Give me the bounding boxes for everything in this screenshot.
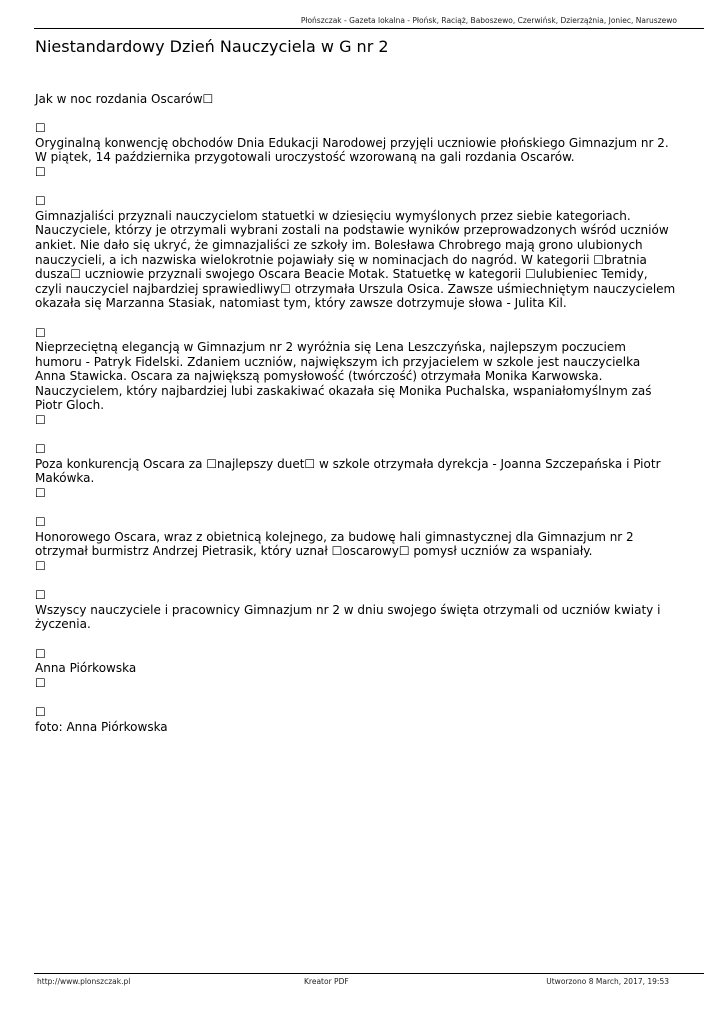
missing-glyph-box: ☐ bbox=[35, 646, 46, 661]
footer-generator: Kreator PDF bbox=[304, 977, 349, 986]
paragraph-line: Jak w noc rozdania Oscarów☐ bbox=[35, 92, 214, 106]
missing-glyph-box: ☐ bbox=[35, 515, 46, 530]
footer-url-link[interactable]: http://www.plonszczak.pl bbox=[37, 977, 131, 986]
missing-glyph-box: ☐ bbox=[35, 121, 46, 136]
article-body bbox=[35, 92, 700, 749]
article-paragraph bbox=[35, 588, 700, 632]
article-paragraph bbox=[35, 515, 700, 573]
missing-glyph-box: ☐ bbox=[35, 588, 46, 603]
missing-glyph-box: ☐ bbox=[35, 704, 46, 719]
paragraph-line: Oryginalną konwencję obchodów Dnia Edukacji Narodowej przyjęli uczniowie płońskiego Gimnazjum nr 2. bbox=[35, 135, 669, 150]
footer-created-date: Utworzono 8 March, 2017, 19:53 bbox=[546, 977, 669, 986]
paragraph-line: nauczycieli, a ich nazwiska wielokrotnie pojawiały się w nominacjach do nagród. W kategorii ☐bratnia bbox=[35, 252, 647, 267]
article-paragraph bbox=[35, 326, 700, 428]
missing-glyph-box: ☐ bbox=[35, 486, 46, 501]
paragraph-line: Piotr Gloch. bbox=[35, 398, 105, 413]
paragraph-line: życzenia. bbox=[35, 617, 91, 632]
paragraph-line: Nauczyciele, którzy je otrzymali wybrani zostali na podstawie wyników przeprowadzonych wśród uczniów bbox=[35, 223, 669, 238]
missing-glyph-box: ☐ bbox=[35, 164, 46, 179]
paragraph-line: W piątek, 14 października przygotowali uroczystość wzorowaną na gali rozdania Oscarów. bbox=[35, 150, 575, 165]
article-paragraph bbox=[35, 442, 700, 500]
missing-glyph-box: ☐ bbox=[35, 442, 46, 457]
article-paragraph bbox=[35, 647, 700, 691]
article-paragraph bbox=[35, 194, 700, 311]
paragraph-line: dusza☐ uczniowie przyznali swojego Oscara Beacie Motak. Statuetkę w kategorii ☐ulubieniec Temidy, bbox=[35, 267, 648, 282]
paragraph-line: Makówka. bbox=[35, 471, 95, 486]
paragraph-line: Nauczycielem, który najbardziej lubi zaskakiwać okazała się Monika Puchalska, wspaniałomyślnym zaś bbox=[35, 383, 652, 398]
missing-glyph-box: ☐ bbox=[35, 413, 46, 428]
paragraph-line: Nieprzeciętną elegancją w Gimnazjum nr 2 wyróżnia się Lena Leszczyńska, najlepszym poczuciem bbox=[35, 340, 626, 355]
missing-glyph-box: ☐ bbox=[35, 675, 46, 690]
paragraph-line: otrzymał burmistrz Andrzej Pietrasik, który uznał ☐oscarowy☐ pomysł uczniów za wspaniały. bbox=[35, 544, 593, 559]
missing-glyph-box: ☐ bbox=[35, 194, 46, 209]
paragraph-line: czyli nauczyciel najbardziej sprawiedliwy☐ otrzymała Urszula Osica. Zawsze uśmiechniętym nauczycielem bbox=[35, 281, 676, 296]
missing-glyph-box: ☐ bbox=[35, 559, 46, 573]
article-title: Niestandardowy Dzień Nauczyciela w G nr 2 bbox=[35, 37, 389, 56]
article-paragraph bbox=[35, 92, 700, 107]
paragraph-line: Gimnazjaliści przyznali nauczycielom statuetki w dziesięciu wymyślonych przez siebie kategoriach. bbox=[35, 208, 631, 223]
article-paragraph bbox=[35, 705, 700, 734]
paragraph-line: Anna Stawicka. Oscara za największą pomysłowość (twórczość) otrzymała Monika Karwowska. bbox=[35, 369, 603, 384]
paragraph-line: Wszyscy nauczyciele i pracownicy Gimnazjum nr 2 w dniu swojego święta otrzymali od uczniów kwiaty i bbox=[35, 602, 661, 617]
paragraph-line: Anna Piórkowska bbox=[35, 661, 137, 676]
paragraph-line: okazała się Marzanna Stasiak, natomiast tym, który zawsze dotrzymuje słowa - Julita Kil. bbox=[35, 296, 567, 311]
paragraph-line: humoru - Patryk Fidelski. Zdaniem uczniów, największym ich przyjacielem w szkole jest nauczycielka bbox=[35, 354, 641, 369]
footer-divider bbox=[34, 973, 704, 974]
header-divider bbox=[34, 28, 704, 29]
paragraph-line: foto: Anna Piórkowska bbox=[35, 719, 168, 734]
paragraph-line: Honorowego Oscara, wraz z obietnicą kolejnego, za budowę hali gimnastycznej dla Gimnazjum nr 2 bbox=[35, 529, 634, 544]
paragraph-line: Poza konkurencją Oscara za ☐najlepszy duet☐ w szkole otrzymała dyrekcja - Joanna Szczepańska i Piotr bbox=[35, 456, 661, 471]
site-header-text: Płońszczak - Gazeta lokalna - Płońsk, Raciąż, Baboszewo, Czerwińsk, Dzierzążnia, Joniec, Naruszewo bbox=[300, 16, 677, 25]
paragraph-line: ankiet. Nie dało się ukryć, że gimnazjaliści ze szkoły im. Bolesława Chrobrego mają grono ulubionych bbox=[35, 237, 643, 252]
missing-glyph-box: ☐ bbox=[35, 325, 46, 340]
article-paragraph bbox=[35, 121, 700, 179]
